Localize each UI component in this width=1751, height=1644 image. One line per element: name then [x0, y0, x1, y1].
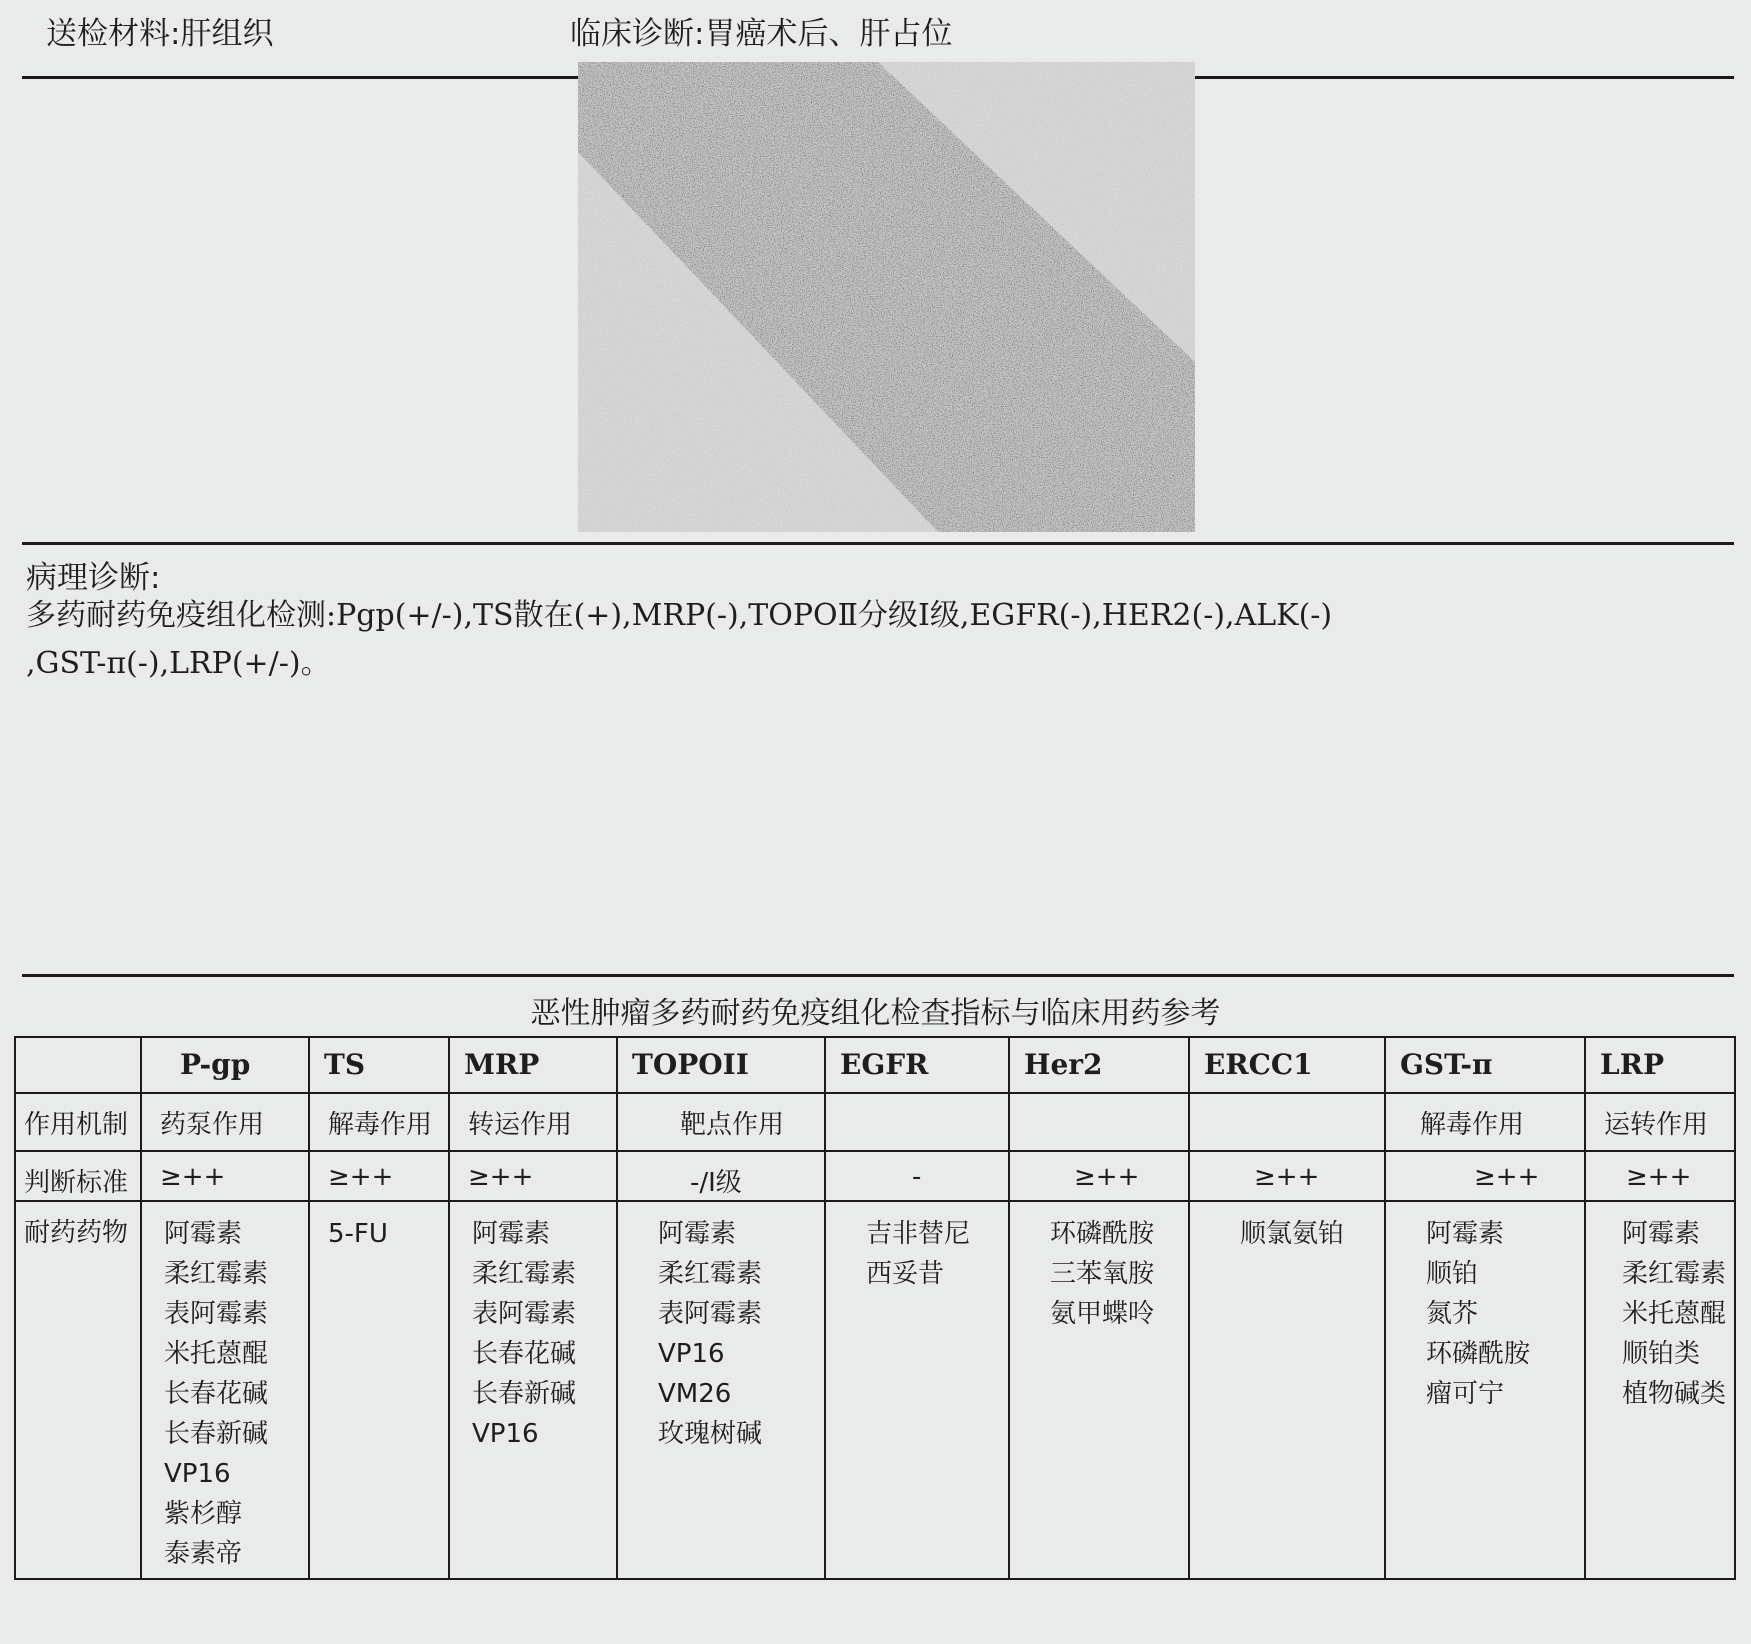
drug-item: 紫杉醇: [164, 1499, 243, 1529]
drug-list-cell: [1585, 1201, 1735, 1579]
reference-table-title: 恶性肿瘤多药耐药免疫组化检查指标与临床用药参考: [530, 996, 1221, 1031]
criterion-cell: ≥++: [1009, 1151, 1189, 1201]
drug-list-cell: [309, 1201, 449, 1579]
drug-list-cell: [1009, 1201, 1189, 1579]
criterion-row: [15, 1151, 1735, 1201]
row-label-drugs: 耐药药物: [15, 1201, 141, 1579]
divider: [22, 974, 1734, 977]
drug-list-cell: [1385, 1201, 1585, 1579]
criterion-cell: ≥++: [1189, 1151, 1385, 1201]
col-header-her2: Her2: [1009, 1037, 1189, 1093]
criterion-cell: ≥++: [1585, 1151, 1735, 1201]
drug-item: 氨甲蝶呤: [1050, 1299, 1155, 1329]
row-label-mechanism: 作用机制: [15, 1093, 141, 1151]
drug-item: 阿霉素: [472, 1219, 551, 1249]
mechanism-cell: 解毒作用: [1385, 1093, 1585, 1151]
drug-item: 长春花碱: [164, 1379, 269, 1409]
drug-list-cell: [825, 1201, 1009, 1579]
drug-list-cell: [1189, 1201, 1385, 1579]
col-header-ercc1: ERCC1: [1189, 1037, 1385, 1093]
drug-item: 环磷酰胺: [1426, 1339, 1531, 1369]
mechanism-cell: 解毒作用: [309, 1093, 449, 1151]
mechanism-cell: [1189, 1093, 1385, 1151]
mechanism-cell: 靶点作用: [617, 1093, 825, 1151]
criterion-cell: -: [825, 1151, 1009, 1201]
drug-item: VP16: [472, 1419, 539, 1449]
drug-item: 阿霉素: [164, 1219, 243, 1249]
drug-item: 阿霉素: [1426, 1219, 1505, 1249]
drug-item: 环磷酰胺: [1050, 1219, 1155, 1249]
drug-item: VP16: [164, 1459, 231, 1489]
criterion-cell: -/I级: [617, 1151, 825, 1201]
drug-item: 西妥昔: [866, 1259, 945, 1289]
col-header-ts: TS: [309, 1037, 449, 1093]
drug-item: 米托蒽醌: [1622, 1299, 1727, 1329]
ihc-result-line-1: 多药耐药免疫组化检测:Pgp(+/-),TS散在(+),MRP(-),TOPOⅡ分级Ⅰ级,EGFR(-),HER2(-),ALK(-): [26, 598, 1333, 633]
report-header: [0, 0, 1751, 60]
criterion-cell: ≥++: [141, 1151, 309, 1201]
drug-item: 长春新碱: [164, 1419, 269, 1449]
drug-item: 柔红霉素: [1622, 1259, 1727, 1289]
drug-item: 米托蒽醌: [164, 1339, 269, 1369]
col-header-gst-pi: GST-π: [1385, 1037, 1585, 1093]
drug-item: 氮芥: [1426, 1299, 1479, 1329]
drug-item: 阿霉素: [1622, 1219, 1701, 1249]
drug-item: 瘤可宁: [1426, 1379, 1505, 1409]
mechanism-cell: [1009, 1093, 1189, 1151]
drug-item: 长春新碱: [472, 1379, 577, 1409]
drug-resistance-reference-table: [14, 1036, 1736, 1580]
drug-item: 柔红霉素: [658, 1259, 763, 1289]
clinical-diagnosis: 临床诊断:胃癌术后、肝占位: [570, 16, 953, 52]
drug-item: 玫瑰树碱: [658, 1419, 763, 1449]
mechanism-cell: 药泵作用: [141, 1093, 309, 1151]
drug-item: 柔红霉素: [164, 1259, 269, 1289]
col-header-mrp: MRP: [449, 1037, 617, 1093]
criterion-cell: ≥++: [309, 1151, 449, 1201]
col-header-pgp: P-gp: [141, 1037, 309, 1093]
criterion-cell: ≥++: [1385, 1151, 1585, 1201]
drug-item: 吉非替尼: [866, 1219, 971, 1249]
drug-item: 顺铂: [1426, 1259, 1479, 1289]
drugs-row: [15, 1201, 1735, 1579]
drug-item: 阿霉素: [658, 1219, 737, 1249]
drug-item: 表阿霉素: [472, 1299, 577, 1329]
mechanism-cell: [825, 1093, 1009, 1151]
drug-item: 柔红霉素: [472, 1259, 577, 1289]
row-label-criterion: 判断标准: [15, 1151, 141, 1201]
drug-item: 顺铂类: [1622, 1339, 1701, 1369]
mechanism-cell: 转运作用: [449, 1093, 617, 1151]
drug-item: 顺氯氨铂: [1240, 1219, 1345, 1249]
micrograph-image: [578, 62, 1195, 532]
drug-item: 表阿霉素: [164, 1299, 269, 1329]
ihc-result-line-2: ,GST-π(-),LRP(+/-)。: [26, 646, 331, 681]
drug-item: 植物碱类: [1622, 1379, 1727, 1409]
drug-item: 泰素帝: [164, 1539, 243, 1569]
corner-cell: [15, 1037, 141, 1093]
col-header-egfr: EGFR: [825, 1037, 1009, 1093]
col-header-topoii: TOPOII: [617, 1037, 825, 1093]
drug-item: VM26: [658, 1379, 732, 1409]
pathology-title: 病理诊断:: [26, 560, 161, 596]
criterion-cell: ≥++: [449, 1151, 617, 1201]
drug-list-cell: [449, 1201, 617, 1579]
drug-item: 5-FU: [328, 1219, 388, 1249]
drug-item: 三苯氧胺: [1050, 1259, 1155, 1289]
drug-list-cell: [141, 1201, 309, 1579]
mechanism-row: [15, 1093, 1735, 1151]
drug-item: 表阿霉素: [658, 1299, 763, 1329]
drug-item: VP16: [658, 1339, 725, 1369]
specimen-material: 送检材料:肝组织: [46, 16, 274, 52]
mechanism-cell: 运转作用: [1585, 1093, 1735, 1151]
drug-list-cell: [617, 1201, 825, 1579]
drug-item: 长春花碱: [472, 1339, 577, 1369]
header-row: [15, 1037, 1735, 1093]
divider: [22, 542, 1734, 545]
col-header-lrp: LRP: [1585, 1037, 1735, 1093]
histology-micrograph: [578, 62, 1195, 532]
